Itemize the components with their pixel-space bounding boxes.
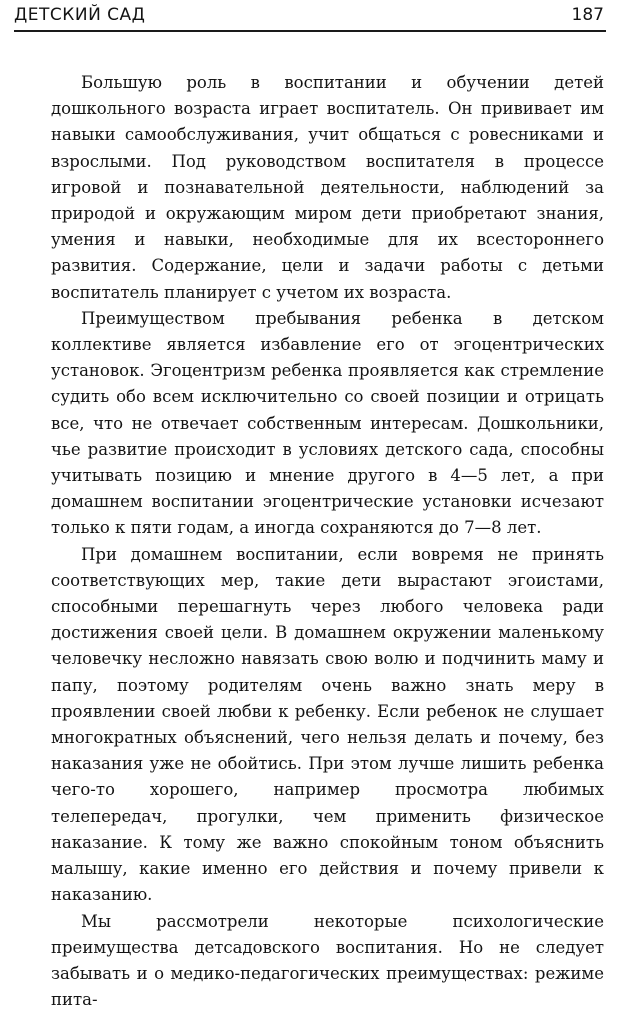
page-number: 187 <box>571 5 604 25</box>
paragraph-4: Мы рассмотрели некоторые психологические преимущества детсадовского воспитания. Но не следует забывать и о медико-педагогических преимуществах: режиме пита- <box>51 911 604 1010</box>
body-text <box>51 70 604 1013</box>
paragraph-3: При домашнем воспитании, если вовремя не принять соответствующих мер, такие дети вырастают эгоистами, способными перешагнуть через любого человека ради достижения своей цели. В домашнем окружении маленькому человечку несложно навязать свою волю и подчинить маму и папу, поэтому родителям очень важно знать меру в проявлении своей любви к ребенку. Если ребенок не слушает многократных объяснений, чего нельзя делать и почему, без наказания уже не обойтись. При этом лучше лишить ребенка чего-то хорошего, например просмотра любимых телепередач, прогулки, чем применить физическое наказание. К тому же важно спокойным тоном объяснить малышу, какие именно его действия и почему привели к наказанию. <box>51 544 604 905</box>
paragraph-2: Преимуществом пребывания ребенка в детском коллективе является избавление его от эгоцентрических установок. Эгоцентризм ребенка проявляется как стремление судить обо всем исключительно со своей позиции и отрицать все, что не отвечает собственным интересам. Дошкольники, чье развитие происходит в условиях детского сада, способны учитывать позицию и мнение другого в 4—5 лет, а при домашнем воспитании эгоцентрические установки исчезают только к пяти годам, а иногда сохраняются до 7—8 лет. <box>51 308 604 538</box>
paragraph-1: Большую роль в воспитании и обучении детей дошкольного возраста играет воспитатель. Он прививает им навыки самообслуживания, учит общаться с ровесниками и взрослыми. Под руководством воспитателя в процессе игровой и познавательной деятельности, наблюдений за природой и окружающим миром дети приобретают знания, умения и навыки, необходимые для их всестороннего развития. Содержание, цели и задачи работы с детьми воспитатель планирует с учетом их возраста. <box>51 73 604 302</box>
running-title: ДЕТСКИЙ САД <box>14 5 146 25</box>
running-head <box>14 0 606 32</box>
